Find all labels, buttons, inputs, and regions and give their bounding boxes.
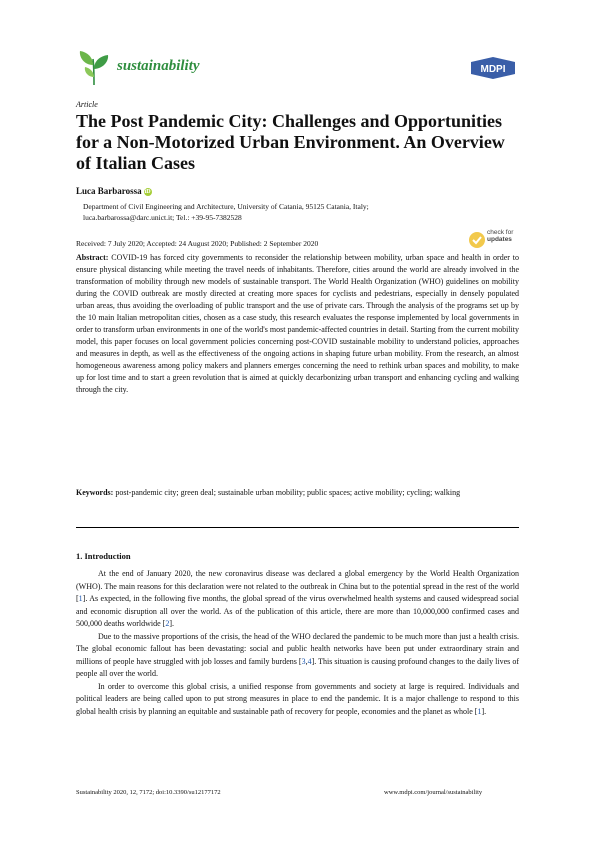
p2-text-a: Due to the massive proportions of the crisis, the head of the WHO declared the pandemic to be much more than just a health crisis. The global economic fallout has been devastating: social and public health networks have been put under extraordinary strain and millions of people have struggled with job losses and family burdens [ — [76, 631, 519, 666]
abstract-text: COVID-19 has forced city governments to reconsider the relationship between mobility, urban space and health in order to ensure physical distancing while meeting the travel needs of inhabitants. Therefore, cities around the world are already involved in the transformation of mobility through new models of sustainable transport. The World Health Organization (WHO) guidelines on mobility during the COVID outbreak are mostly directed at creating more spaces for cyclists and pedestrians, especially in densely populated urban areas, thus avoiding the overloading of public transport and the use of private cars. Through the analysis of the programs set up by the 10 main Italian metropolitan cities, chosen as a case study, this research evaluates the response implemented by local governments in order to transform urban environments in one of the world's most pandemic-affected countries in detail. Starting from the current mobility model, this paper focuses on local government policies concerning post-COVID sustainable mobility to understand policies, approaches and measures in depth, as well as the effectiveness of the ongoing actions in shaping future urban mobility. From the research, an almost homogeneous awareness among policy makers and planners emerges concerning the need to rethink urban spaces and mobility, to make up for lost time and to start a green revolution that is aimed at quickly decarbonizing urban transport and enhancing cycling and walking through the city. — [76, 253, 520, 394]
journal-leaf-logo — [76, 47, 112, 87]
affiliation-contact: luca.barbarossa@darc.unict.it; Tel.: +39-95-7382528 — [83, 213, 242, 222]
footer-citation: Sustainability 2020, 12, 7172; doi:10.3390/su12177172 — [76, 789, 221, 796]
citation-link[interactable]: 4 — [307, 656, 312, 666]
section-heading: 1. Introduction — [76, 551, 131, 561]
paragraph-2 — [76, 631, 519, 681]
publication-dates: Received: 7 July 2020; Accepted: 24 August 2020; Published: 2 September 2020 — [76, 239, 319, 248]
journal-name[interactable]: sustainability — [117, 58, 200, 74]
abstract — [76, 252, 519, 396]
page-title: The Post Pandemic City: Challenges and Opportunities for a Non-Motorized Urban Environment. An Overview of Italian Cases — [76, 111, 505, 173]
article-type: Article — [76, 100, 98, 109]
affiliation-line: Department of Civil Engineering and Architecture, University of Catania, 95125 Catania, Italy; — [83, 202, 369, 211]
p2-text-b: ]. This situation is causing profound changes to the daily lives of people all over the world. — [76, 656, 520, 678]
updates-text: updates — [487, 236, 512, 243]
body-text — [76, 568, 519, 718]
author-name-text[interactable]: Luca Barbarossa — [76, 186, 142, 196]
p3-text-end: ]. — [481, 706, 487, 716]
abstract-label: Abstract: — [76, 253, 109, 262]
orcid-icon[interactable]: iD — [144, 189, 151, 195]
paragraph-3 — [76, 681, 519, 719]
section-divider — [76, 527, 519, 528]
citation-link[interactable]: 1 — [477, 706, 482, 716]
mdpi-logo[interactable] — [468, 56, 518, 80]
author-name — [76, 186, 152, 196]
citation-link[interactable]: 1 — [78, 594, 83, 603]
check-for-updates-label[interactable] — [487, 229, 513, 243]
check-for-text: check for — [487, 229, 514, 236]
p3-text-a: In order to overcome this global crisis, a unified response from governments and society at large is required. Individuals and political leaders are being called upon to put strong measures in place to end the pandemic. It is a major challenge to respond to this global health crisis by planning an equitable and sustainable path of recovery for people, economies and the planet as whole [ — [76, 681, 519, 716]
p1-text-a: At the end of January 2020, the new coronavirus disease was declared a global emergency by the World Health Organization (WHO). The main reasons for this declaration were not related to the outbreak in China but to the potential spread in the rest of the world [ — [76, 569, 519, 603]
footer-journal-url[interactable]: www.mdpi.com/journal/sustainability — [384, 789, 483, 796]
affiliation — [83, 201, 503, 223]
keywords — [76, 487, 519, 499]
paragraph-1 — [76, 568, 519, 631]
citation-link[interactable]: 3 — [301, 656, 306, 666]
p2-sep: , — [305, 656, 308, 666]
p1-text-b: ]. As expected, in the following five months, the global spread of the virus overwhelmed health systems and caused widespread social and economic disruption all over the world. As of the publication of this article, there are more than 10,000,000 confirmed cases and 500,000 deaths worldwide [ — [76, 594, 519, 628]
keywords-label: Keywords: — [76, 488, 114, 497]
citation-link[interactable]: 2 — [165, 619, 170, 628]
mdpi-text: MDPI — [480, 64, 506, 75]
keywords-text: post-pandemic city; green deal; sustainable urban mobility; public spaces; active mobility; cycling; walking — [115, 488, 461, 497]
p1-text-end: ]. — [169, 619, 174, 628]
